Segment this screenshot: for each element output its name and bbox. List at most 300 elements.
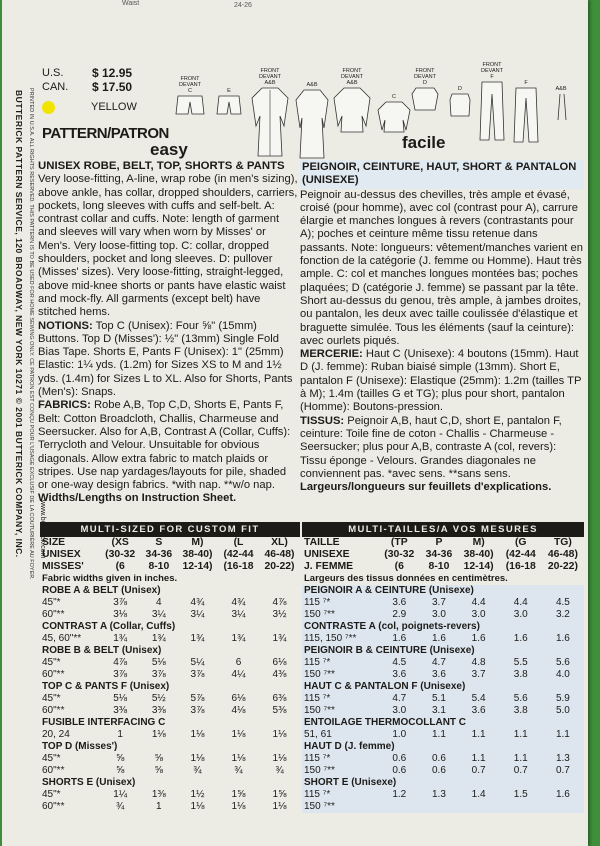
table-cell: 1⅛ [190, 729, 205, 740]
table-row [40, 789, 300, 801]
table-cell: 1⅛ [272, 801, 287, 812]
table-cell: 3½ [272, 609, 287, 620]
table-cell: (42-44 [505, 549, 536, 560]
table-cell: 1.1 [542, 729, 584, 741]
section-title: ENTOILAGE THERMOCOLLANT C [302, 717, 584, 729]
robe-front-icon [250, 86, 290, 158]
table-cell: 60"** [42, 765, 65, 776]
garment-figures [172, 62, 582, 160]
table-cell: 3.8 [500, 669, 542, 681]
unisex-size-row [302, 549, 584, 561]
table-row [40, 609, 300, 621]
table-cell: 1⅛ [231, 801, 246, 812]
table-cell: 1.1 [500, 753, 542, 765]
table-cell: 4¼ [231, 669, 246, 680]
table-row [302, 669, 584, 681]
section-header-row [302, 585, 584, 597]
top-back-icon [376, 100, 412, 134]
yardage-chart [40, 537, 300, 813]
tissus: TISSUS: Peignoir A,B, haut C,D, short E, pantalon F, ceinture: Toile fine de coton - Challis - Charmeuse - Seersucker; plus pour A,B, contraste A (col, revers): Tissu éponge - Velours. Grandes diagonales ne conviennent pas. *avec sens. **sans sens. [300, 414, 562, 480]
table-cell: 115 ⁷* [302, 693, 378, 705]
width-note: Largeurs des tissus données en centimètres. [304, 573, 508, 584]
table-cell: 3.0 [458, 609, 500, 621]
table-cell: ¾ [193, 765, 202, 776]
table-row [40, 729, 300, 741]
table-cell: 45"* [42, 753, 61, 764]
table-cell: 38-40) [463, 549, 494, 560]
table-cell: 3⅞ [190, 669, 205, 680]
table-cell: (L [233, 537, 244, 548]
table-cell: 1.6 [542, 789, 584, 801]
table-cell: 6⅛ [231, 693, 246, 704]
table-cell: 3⅜ [151, 705, 166, 716]
waist-label: Waist [122, 0, 140, 7]
table-cell: 4.4 [500, 597, 542, 609]
table-cell: 3.0 [378, 705, 420, 717]
table-cell: 1⅝ [272, 789, 287, 800]
table-cell: 1.1 [420, 729, 457, 741]
company-imprint: BUTTERICK PATTERN SERVICE, 120 BROADWAY, NEW YORK 10271 © 2001 BUTTERICK COMPANY, INC. [14, 90, 24, 558]
table-cell: 8-10 [148, 561, 170, 572]
shorts-front-icon [172, 94, 208, 116]
table-cell [542, 801, 584, 813]
table-cell: 4⅜ [272, 669, 287, 680]
table-cell: 1.6 [420, 633, 457, 645]
english-description-text: Very loose-fitting, A-line, wrap robe (in men's sizing), above ankle, has collar, dropped shoulders, carriers, pockets, long sleeves with cuffs and self-belt. A: contrast collar and cuffs. Note: length of garment and sleeves will vary when worn by Misses' or Men's. Very loose-fitting top. C: collar, dropped shoulders, pocket and long sleeves. D: pullover (Misses' sizes). Very loose-fitting, straight-legged, above mid-knee shorts or pants have elastic waist and mock-fly. All garments (except belt) have stitched hems. [38, 173, 298, 319]
table-cell: 5.0 [542, 705, 584, 717]
table-cell: 0.7 [500, 765, 542, 777]
table-row [40, 765, 300, 777]
table-cell: 46-48) [264, 549, 295, 560]
french-description-text: Peignoir au-dessus des chevilles, très ample et évasé, croisé (pour homme), avec col (contrast pour A), carrure élargie et manches longues à revers (contrastants pour A); poches et ceinture même tissu retenue dans passants. Note: longueurs: vêtement/manches varient en fonction de la catégorie (J. femme ou Homme). Haut très ample. C: col et manches longues montées bas; poches plaquées; D (catégorie J. femme) se passant par la tête. Short au-dessus du genou, très ample, à jambes droites, ou pantalon, les deux avec taille coulissée d'élastique et braguette simulée. Tous les éléments (sauf la ceinture): avec ourlets piqués. [300, 188, 583, 347]
table-cell: 4.8 [458, 657, 500, 669]
pattern-envelope [2, 0, 588, 846]
table-title: MULTI-SIZED FOR CUSTOM FIT [40, 522, 300, 537]
pants-back-icon [512, 86, 540, 144]
table-cell: 3¼ [190, 609, 205, 620]
french-heading: PEIGNOIR, CEINTURE, HAUT, SHORT & PANTALON (UNISEXE) [300, 160, 584, 189]
section-header-row [40, 717, 300, 729]
table-cell: (XS [111, 537, 129, 548]
pullover-back-icon [448, 92, 472, 118]
table-cell: (30-32 [384, 549, 415, 560]
figure-belt: A&B [546, 86, 576, 124]
table-cell: 3⅞ [113, 597, 128, 608]
table-cell: 1⅛ [231, 729, 246, 740]
table-cell: 115 ⁷* [302, 789, 378, 801]
french-widths-note: Largeurs/longueurs sur feuillets d'explications. [300, 481, 552, 494]
fabrics: FABRICS: Robe A,B, Top C,D, Shorts E, Pants F, Belt: Cotton Broadcloth, Challis, Charmeuse and Seersucker. Also for A,B, Contrast A (Collar, Cuffs): Terrycloth and Velour. Unsuitable for obvious diagonals. Allow extra fabric to match plaids or stripes. Use nap yardages/layouts for pile, shaded or one-way design fabrics. *with nap. **w/o nap. [38, 399, 291, 492]
price-can [42, 80, 137, 94]
section-header-row [40, 621, 300, 633]
table-cell: 115 ⁷* [302, 753, 378, 765]
table-row [40, 657, 300, 669]
table-row [302, 597, 584, 609]
table-cell: 3¼ [231, 609, 246, 620]
yardage-table-french [302, 522, 584, 813]
section-header-row [40, 681, 300, 693]
table-cell: J. FEMME [304, 561, 354, 572]
waist-values: 24-26 [234, 2, 252, 9]
table-cell: 1¾ [190, 633, 205, 644]
table-row [302, 609, 584, 621]
table-cell: 150 ⁷** [302, 705, 378, 717]
top-front-icon [332, 86, 372, 134]
table-cell: 1.6 [542, 633, 584, 645]
table-cell: TG) [553, 537, 572, 548]
pants-front-icon [476, 80, 508, 142]
table-cell: 38-40) [182, 549, 213, 560]
table-cell: 0.6 [378, 765, 420, 777]
robe-back-icon [294, 88, 330, 160]
misses-size-row [302, 561, 584, 573]
belt-icon [546, 92, 576, 122]
table-cell: 45, 60"** [42, 633, 82, 644]
table-cell: 4⅛ [231, 705, 246, 716]
table-cell: P [435, 537, 443, 548]
table-cell: XL) [271, 537, 288, 548]
table-cell: 5.5 [500, 657, 542, 669]
table-cell: 12-14) [463, 561, 494, 572]
misses-size-row [40, 561, 300, 573]
table-cell: 20-22) [547, 561, 578, 572]
table-cell: 3.1 [420, 705, 457, 717]
price-block [42, 66, 137, 114]
table-cell: 1⅝ [231, 789, 246, 800]
table-cell: 3⅞ [151, 669, 166, 680]
table-cell: 5.9 [542, 693, 584, 705]
table-cell: ⅝ [116, 765, 125, 776]
legal-notice: PRINTED IN U.S.A. ALL RIGHTS RESERVED. THIS PATTERN IS TO BE USED FOR HOME SEWING ONLY. CE PATRON EST CONÇU POUR L'USAGE EXCLUSIF DE LA COUTURIÈRE AU FOYER. [28, 88, 34, 580]
mercerie: MERCERIE: Haut C (Unisexe): 4 boutons (15mm). Haut D (J. femme): Ruban biaisé simple (13mm). Short E, pantalon F (Unisexe): Elastique (25mm): 1.2m (tailles TP à M); 1.4m (tailles G et TG); plus pour short, pantalon (Homme): Boutons-pression. [300, 348, 582, 414]
table-cell: 1.1 [458, 753, 500, 765]
table-cell: 1.0 [378, 729, 420, 741]
table-cell: 12-14) [182, 561, 213, 572]
table-cell [378, 801, 420, 813]
section-title: TOP D (Misses') [42, 741, 118, 752]
table-cell: 1.3 [420, 789, 457, 801]
table-cell: 115, 150 ⁷** [302, 633, 378, 645]
difficulty-facile: facile [402, 133, 446, 152]
section-header-row [302, 741, 584, 753]
table-cell: 60"** [42, 801, 65, 812]
unisex-size-row [40, 549, 300, 561]
table-cell: 3.7 [420, 597, 457, 609]
table-cell: 4⅞ [113, 657, 128, 668]
figure-top-d-back: D [448, 86, 472, 120]
english-heading: UNISEX ROBE, BELT, TOP, SHORTS & PANTS [38, 160, 285, 172]
section-header-row [302, 717, 584, 729]
table-row [302, 753, 584, 765]
table-cell: 1½ [190, 789, 205, 800]
table-cell: ¾ [234, 765, 243, 776]
table-cell [458, 801, 500, 813]
table-row [302, 657, 584, 669]
table-cell: ¾ [116, 801, 125, 812]
table-cell: 150 ⁷** [302, 801, 378, 813]
section-header-row [40, 645, 300, 657]
table-cell: 3.6 [378, 669, 420, 681]
table-row [40, 753, 300, 765]
table-cell: 20-22) [264, 561, 295, 572]
table-cell: 5⅛ [113, 693, 128, 704]
table-cell: 4⅞ [272, 597, 287, 608]
yardage-table-english [40, 522, 300, 813]
table-row [302, 705, 584, 717]
table-cell: 3⅞ [113, 669, 128, 680]
figure-top-c: FRONT DEVANT C [172, 76, 208, 118]
price-us-value: $ 12.95 [92, 66, 133, 80]
table-row [40, 693, 300, 705]
table-cell: 46-48) [547, 549, 578, 560]
figure-top-c-back: C [376, 94, 412, 136]
table-cell [420, 801, 457, 813]
section-title: ROBE B & BELT (Unisex) [42, 645, 162, 656]
table-row [302, 693, 584, 705]
table-cell: (30-32 [105, 549, 136, 560]
table-cell: SIZE [42, 537, 66, 548]
table-cell: 1¾ [113, 633, 128, 644]
table-cell: 3⅜ [113, 705, 128, 716]
widths-note: Widths/Lengths on Instruction Sheet. [38, 492, 237, 505]
table-cell: 115 ⁷* [302, 597, 378, 609]
section-title: TOP C & PANTS F (Unisex) [42, 681, 170, 692]
table-cell: 5⅞ [190, 693, 205, 704]
section-header-row [40, 741, 300, 753]
table-cell: 1⅛ [272, 729, 287, 740]
table-cell: 3⅞ [190, 705, 205, 716]
table-row [40, 597, 300, 609]
table-cell: 4.4 [458, 597, 500, 609]
color-code [42, 100, 137, 114]
table-cell: 1 [117, 729, 123, 740]
width-note-row [40, 573, 300, 585]
table-cell: 4.0 [542, 669, 584, 681]
table-cell: 51, 61 [302, 729, 378, 741]
table-cell: 4.5 [378, 657, 420, 669]
section-header-row [302, 621, 584, 633]
section-title: PEIGNOIR A & CEINTURE (Unisexe) [302, 585, 584, 597]
table-cell: 3.6 [420, 669, 457, 681]
table-cell: 5.1 [420, 693, 457, 705]
figure-shorts-e: E [216, 88, 242, 118]
table-cell: M) [191, 537, 204, 548]
table-cell: 20, 24 [42, 729, 70, 740]
table-cell: 4¾ [190, 597, 205, 608]
table-cell: 4.7 [420, 657, 457, 669]
section-title: CONTRAST A (Collar, Cuffs) [42, 621, 176, 632]
table-cell: 8-10 [428, 561, 450, 572]
table-cell: ¾ [275, 765, 284, 776]
yardage-chart-fr [302, 537, 584, 813]
table-cell: ⅝ [154, 753, 163, 764]
table-cell: 4.7 [378, 693, 420, 705]
table-cell: 0.6 [420, 765, 457, 777]
table-cell: (16-18 [505, 561, 536, 572]
section-title: SHORTS E (Unisex) [42, 777, 136, 788]
price-us-label: U.S. [42, 67, 64, 79]
table-row [40, 633, 300, 645]
table-cell: 5.4 [458, 693, 500, 705]
table-cell: 1⅛ [190, 801, 205, 812]
table-cell: MISSES' [42, 561, 84, 572]
table-cell: 1¾ [151, 633, 166, 644]
table-cell: 1.3 [542, 753, 584, 765]
table-cell: 34-36 [425, 549, 453, 560]
table-cell: ⅝ [116, 753, 125, 764]
table-cell: 1⅛ [272, 753, 287, 764]
table-cell: 1.6 [458, 633, 500, 645]
table-cell: 6 [235, 657, 242, 668]
color-code-label: YELLOW [91, 101, 137, 113]
figure-top-d: FRONT DEVANT D [410, 68, 440, 114]
table-cell: 3.0 [500, 609, 542, 621]
table-cell: 5¼ [190, 657, 205, 668]
section-title: HAUT D (J. femme) [302, 741, 584, 753]
table-cell: 60"** [42, 609, 65, 620]
difficulty-easy: easy [150, 140, 188, 159]
figure-pants-back: F [512, 80, 540, 146]
table-cell: 3.0 [420, 609, 457, 621]
table-row [302, 765, 584, 777]
table-title-fr: MULTI-TAILLES/A VOS MESURES [302, 522, 584, 537]
table-cell: 3.8 [500, 705, 542, 717]
price-can-value: $ 17.50 [92, 80, 133, 94]
table-cell: 1⅛ [231, 753, 246, 764]
table-cell: 5.6 [542, 657, 584, 669]
figure-robe-front: FRONT DEVANT A&B [250, 68, 290, 160]
width-note-row [302, 573, 584, 585]
table-row [40, 801, 300, 813]
size-header-row [302, 537, 584, 549]
shorts-back-icon [216, 94, 242, 116]
price-can-label: CAN. [42, 81, 69, 93]
table-cell: M) [472, 537, 485, 548]
table-cell: 1⅛ [151, 729, 166, 740]
table-cell: 6⅜ [272, 693, 287, 704]
table-cell: 45"* [42, 597, 61, 608]
table-cell: 1.1 [458, 729, 500, 741]
pullover-front-icon [410, 86, 440, 112]
figure-robe-b: FRONT DEVANT A&B [332, 68, 372, 136]
table-cell: 1¼ [113, 789, 128, 800]
size-header-row [40, 537, 300, 549]
table-cell: 45"* [42, 789, 61, 800]
table-cell: 45"* [42, 657, 61, 668]
figure-pants-front: FRONT DEVANT F [476, 62, 508, 144]
table-cell: (6 [115, 561, 125, 572]
table-cell: 150 ⁷** [302, 765, 378, 777]
table-row [40, 705, 300, 717]
table-cell: 3.7 [458, 669, 500, 681]
table-cell: 1.6 [378, 633, 420, 645]
table-cell: 1.2 [378, 789, 420, 801]
table-cell: 6⅛ [272, 657, 287, 668]
table-cell: 1¾ [272, 633, 287, 644]
price-us [42, 66, 137, 80]
table-cell: 4.5 [542, 597, 584, 609]
table-row [302, 729, 584, 741]
section-title: HAUT C & PANTALON F (Unisexe) [302, 681, 584, 693]
table-row [302, 801, 584, 813]
table-cell: 5⅜ [272, 705, 287, 716]
table-cell: 0.6 [378, 753, 420, 765]
table-cell: 0.7 [458, 765, 500, 777]
table-cell: 3.2 [542, 609, 584, 621]
table-cell: 150 ⁷** [302, 609, 378, 621]
table-cell: 5½ [151, 693, 166, 704]
table-cell: 3.6 [458, 705, 500, 717]
table-row [40, 669, 300, 681]
table-cell: 4 [156, 597, 162, 608]
table-cell: 5.6 [500, 693, 542, 705]
table-cell: (TP [390, 537, 408, 548]
table-cell: UNISEXE [304, 549, 350, 560]
section-title: SHORT E (Unisexe) [302, 777, 584, 789]
table-cell: 45"* [42, 693, 61, 704]
section-title: ROBE A & BELT (Unisex) [42, 585, 161, 596]
english-description [38, 160, 298, 506]
table-row [302, 633, 584, 645]
table-cell: 1⅛ [190, 753, 205, 764]
section-header-row [302, 645, 584, 657]
table-row [302, 789, 584, 801]
table-cell: UNISEX [42, 549, 81, 560]
table-cell: S [155, 537, 163, 548]
table-cell: 1.4 [458, 789, 500, 801]
table-cell: (16-18 [223, 561, 254, 572]
table-cell: 1⅜ [151, 789, 166, 800]
french-description [300, 160, 584, 494]
section-header-row [40, 585, 300, 597]
table-cell: 3.6 [378, 597, 420, 609]
table-cell: 1.5 [500, 789, 542, 801]
section-title: CONTRASTE A (col, poignets-revers) [302, 621, 584, 633]
table-cell: 0.6 [420, 753, 457, 765]
table-cell [500, 801, 542, 813]
pattern-title: PATTERN/PATRON [42, 125, 169, 142]
table-cell: (6 [394, 561, 404, 572]
table-cell: 60"** [42, 669, 65, 680]
table-cell: 3⅛ [113, 609, 128, 620]
table-cell: 150 ⁷** [302, 669, 378, 681]
table-cell: (G [514, 537, 527, 548]
table-cell: 34-36 [145, 549, 173, 560]
section-header-row [40, 777, 300, 789]
section-header-row [302, 681, 584, 693]
table-cell: 0.7 [542, 765, 584, 777]
table-cell: 1.1 [500, 729, 542, 741]
section-header-row [302, 777, 584, 789]
section-title: FUSIBLE INTERFACING C [42, 717, 166, 728]
table-cell: ⅝ [154, 765, 163, 776]
table-cell: 4¾ [231, 597, 246, 608]
table-cell: (42-44 [223, 549, 254, 560]
table-cell: 1¾ [231, 633, 246, 644]
section-title: PEIGNOIR B & CEINTURE (Unisexe) [302, 645, 584, 657]
table-cell: 1.6 [500, 633, 542, 645]
table-cell: 1 [156, 801, 162, 812]
table-cell: TAILLE [304, 537, 340, 548]
width-note: Fabric widths given in inches. [42, 573, 178, 584]
yellow-dot-icon [42, 101, 55, 114]
table-cell: 115 ⁷* [302, 657, 378, 669]
table-cell: 3¼ [151, 609, 166, 620]
table-cell: 60"** [42, 705, 65, 716]
table-cell: 2.9 [378, 609, 420, 621]
notions: NOTIONS: Top C (Unisex): Four ⅝" (15mm) Buttons. Top D (Misses'): ½" (13mm) Single Fold Bias Tape. Shorts E, Pants F (Unisex): 1" (25mm) Elastic: 1¼ yds. (1.2m) for Sizes XS to M and 1½ yds. (1.4m) for Sizes L to XL. Also for Shorts, Pants (Men's): Snaps. [38, 319, 293, 399]
table-cell: 5⅛ [151, 657, 166, 668]
